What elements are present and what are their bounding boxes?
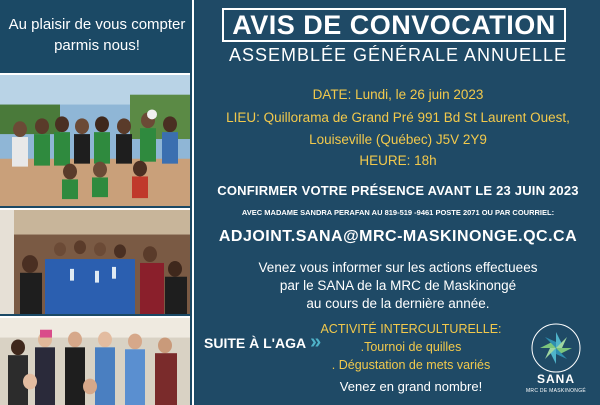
contact-email-link[interactable]: ADJOINT.SANA@MRC-MASKINONGE.QC.CA <box>218 228 578 245</box>
meeting-time: HEURE: 18h <box>359 153 437 168</box>
column-divider <box>192 0 194 405</box>
tagline: Au plaisir de vous compter parmis nous! <box>8 16 186 54</box>
confirm-heading: CONFIRMER VOTRE PRÉSENCE AVANT LE 23 JUIN 2023 <box>217 183 579 198</box>
info-paragraph-line2: par le SANA de la MRC de Maskinongé <box>279 278 517 293</box>
logo-name: SANA <box>536 372 575 386</box>
right-column <box>196 0 600 405</box>
photo-group-indoor <box>0 316 190 405</box>
info-paragraph-line3: au cours de la dernière année. <box>306 296 490 311</box>
contact-info: AVEC MADAME SANDRA PERAFAN AU 819-519 -9461 POSTE 2071 OU PAR COURRIEL: <box>241 208 555 217</box>
meeting-location-line1: LIEU: Quillorama de Grand Pré 991 Bd St Laurent Ouest, <box>226 110 570 125</box>
meeting-location-line2: Louiseville (Québec) J5V 2Y9 <box>309 132 487 147</box>
page-subtitle: ASSEMBLÉE GÉNÉRALE ANNUELLE <box>228 45 568 65</box>
info-paragraph-line1: Venez vous informer sur les actions effectuees <box>258 260 538 275</box>
activity-closing: Venez en grand nombre! <box>339 379 483 394</box>
suite-label <box>204 331 318 354</box>
activity-title: ACTIVITÉ INTERCULTURELLE: <box>320 322 502 336</box>
photo-group-dinner <box>0 208 190 314</box>
suite-text: SUITE À L'AGA <box>204 334 307 351</box>
activity-item-bowling: .Tournoi de quilles <box>360 340 462 354</box>
double-chevron-icon: » <box>310 331 319 353</box>
left-column <box>0 0 190 405</box>
photo-group-outdoor <box>0 73 190 206</box>
logo-subtitle: MRC DE MASKINONGÉ <box>525 388 587 394</box>
activity-item-tasting: . Dégustation de mets variés <box>331 358 491 372</box>
page-title: AVIS DE CONVOCATION <box>222 8 566 42</box>
meeting-date: DATE: Lundi, le 26 juin 2023 <box>312 87 484 102</box>
